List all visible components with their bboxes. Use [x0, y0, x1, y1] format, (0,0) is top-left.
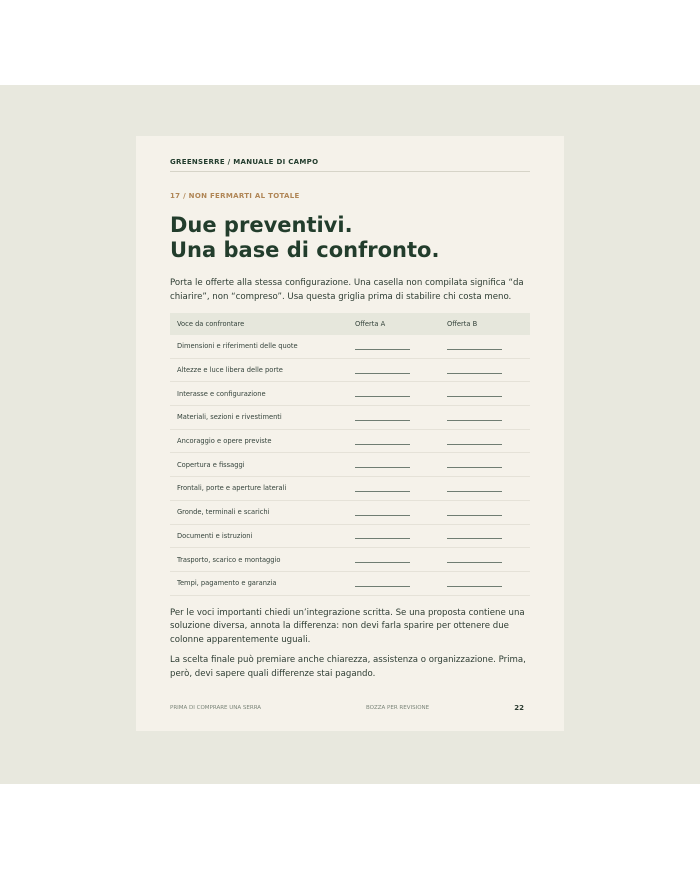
table-row [170, 500, 530, 524]
blank-field-offer-a [348, 500, 440, 524]
fill-in-line [447, 459, 502, 468]
running-header: GREENSERRE / MANUALE DI CAMPO [170, 158, 530, 172]
table-row [170, 382, 530, 406]
page-number: 22 [514, 704, 524, 712]
blank-field-offer-a [348, 335, 440, 358]
row-label: Documenti e istruzioni [170, 524, 348, 548]
fill-in-line [355, 530, 410, 539]
fill-in-line [355, 507, 410, 516]
fill-in-line [447, 530, 502, 539]
blank-field-offer-a [348, 358, 440, 382]
blank-field-offer-a [348, 571, 440, 595]
row-label: Dimensioni e riferimenti delle quote [170, 335, 348, 358]
table-row [170, 335, 530, 358]
row-label: Gronde, terminali e scarichi [170, 500, 348, 524]
blank-field-offer-a [348, 453, 440, 477]
column-header-offer-a: Offerta A [348, 313, 440, 335]
fill-in-line [355, 388, 410, 397]
title-line-1: Due preventivi. [170, 213, 353, 237]
fill-in-line [447, 483, 502, 492]
blank-field-offer-b [440, 382, 530, 406]
fill-in-line [355, 578, 410, 587]
footer-left: PRIMA DI COMPRARE UNA SERRA [170, 705, 262, 711]
blank-field-offer-b [440, 548, 530, 572]
body-paragraph-1: Per le voci importanti chiedi un’integrazione scritta. Se una proposta contiene una soluzione diversa, annota la differenza: non devi farla sparire per ottenere due colonne apparentemente uguali. [170, 607, 525, 645]
fill-in-line [355, 436, 410, 445]
blank-field-offer-b [440, 524, 530, 548]
blank-field-offer-b [440, 429, 530, 453]
table-row [170, 524, 530, 548]
blank-field-offer-b [440, 453, 530, 477]
section-kicker: 17 / NON FERMARTI AL TOTALE [170, 192, 300, 200]
fill-in-line [447, 436, 502, 445]
blank-field-offer-a [348, 429, 440, 453]
blank-field-offer-b [440, 500, 530, 524]
table-row [170, 571, 530, 595]
title-line-2: Una base di confronto. [170, 238, 440, 262]
row-label: Trasporto, scarico e montaggio [170, 548, 348, 572]
fill-in-line [447, 554, 502, 563]
row-label: Frontali, porte e aperture laterali [170, 477, 348, 501]
body-paragraph-2: La scelta finale può premiare anche chiarezza, assistenza o organizzazione. Prima, però, devi sapere quali differenze stai pagando. [170, 655, 526, 679]
row-label: Interasse e configurazione [170, 382, 348, 406]
table-row [170, 477, 530, 501]
row-label: Materiali, sezioni e rivestimenti [170, 406, 348, 430]
fill-in-line [447, 341, 502, 350]
table-row [170, 453, 530, 477]
blank-field-offer-a [348, 406, 440, 430]
page-title [170, 213, 530, 263]
page-footer [170, 704, 524, 712]
blank-field-offer-b [440, 571, 530, 595]
blank-field-offer-b [440, 406, 530, 430]
blank-field-offer-a [348, 477, 440, 501]
fill-in-line [447, 578, 502, 587]
fill-in-line [355, 459, 410, 468]
fill-in-line [355, 554, 410, 563]
fill-in-line [447, 365, 502, 374]
table-header-row [170, 313, 530, 335]
fill-in-line [355, 341, 410, 350]
blank-field-offer-a [348, 524, 440, 548]
blank-field-offer-a [348, 382, 440, 406]
comparison-table [170, 313, 530, 596]
table-row [170, 548, 530, 572]
fill-in-line [355, 483, 410, 492]
row-label: Ancoraggio e opere previste [170, 429, 348, 453]
footer-center: BOZZA PER REVISIONE [366, 705, 430, 711]
blank-field-offer-b [440, 335, 530, 358]
table-row [170, 429, 530, 453]
row-label: Tempi, pagamento e garanzia [170, 571, 348, 595]
document-page [136, 136, 564, 731]
row-label: Altezze e luce libera delle porte [170, 358, 348, 382]
table-row [170, 358, 530, 382]
fill-in-line [355, 365, 410, 374]
blank-field-offer-a [348, 548, 440, 572]
intro-paragraph: Porta le offerte alla stessa configurazione. Una casella non compilata significa “da chiarire”, non “compreso”. Usa questa griglia prima di stabilire chi costa meno. [170, 278, 524, 302]
row-label: Copertura e fissaggi [170, 453, 348, 477]
column-header-offer-b: Offerta B [440, 313, 530, 335]
column-header-item: Voce da confrontare [170, 313, 348, 335]
fill-in-line [355, 412, 410, 421]
fill-in-line [447, 388, 502, 397]
fill-in-line [447, 507, 502, 516]
table-row [170, 406, 530, 430]
fill-in-line [447, 412, 502, 421]
blank-field-offer-b [440, 477, 530, 501]
blank-field-offer-b [440, 358, 530, 382]
